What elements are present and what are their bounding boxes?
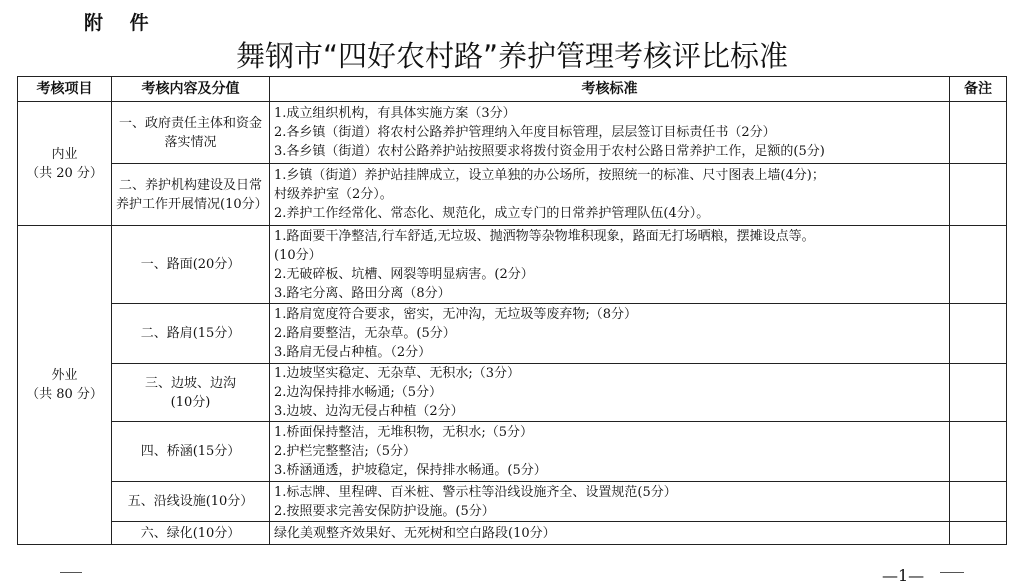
assessment-table <box>17 76 1007 545</box>
page-title: 舞钢市“四好农村路”养护管理考核评比标准 <box>235 39 789 73</box>
footer-rule-right <box>940 572 964 573</box>
category-waiye: 外业 （共 80 分） <box>18 226 112 545</box>
standard-cell: 1.乡镇（街道）养护站挂牌成立，设立单独的办公场所，按照统一的标准、尺寸图表上墙(4分)； 村级养护室（2分）。 2.养护工作经常化、常态化、规范化，成立专门的日常养护管理队伍(4分）。 <box>270 164 950 226</box>
remarks-cell <box>950 522 1007 545</box>
table-row <box>18 482 1007 522</box>
footer-rule-left <box>60 572 82 573</box>
remarks-cell <box>950 422 1007 482</box>
table-row <box>18 422 1007 482</box>
header-remarks: 备注 <box>950 77 1007 102</box>
content-cell: 二、路肩(15分） <box>112 304 270 364</box>
header-category: 考核项目 <box>18 77 112 102</box>
remarks-cell <box>950 482 1007 522</box>
content-cell: 二、养护机构建设及日常养护工作开展情况(10分） <box>112 164 270 226</box>
content-cell: 四、桥涵(15分） <box>112 422 270 482</box>
standard-cell: 1.成立组织机构，有具体实施方案（3分） 2.各乡镇（街道）将农村公路养护管理纳入年度目标管理，层层签订目标责任书（2分） 3.各乡镇（街道）农村公路养护站按照要求将拨付资金用于农村公路日常养护工作，足额的(5分) <box>270 102 950 164</box>
remarks-cell <box>950 226 1007 304</box>
standard-cell: 绿化美观整齐效果好、无死树和空白路段(10分） <box>270 522 950 545</box>
standard-cell: 1.路肩宽度符合要求，密实，无冲沟，无垃圾等废弃物;（8分） 2.路肩要整洁，无杂草。(5分） 3.路肩无侵占种植。（2分） <box>270 304 950 364</box>
standard-cell: 1.桥面保持整洁，无堆积物，无积水;（5分） 2.护栏完整整洁;（5分） 3.桥涵通透，护坡稳定，保持排水畅通。(5分） <box>270 422 950 482</box>
remarks-cell <box>950 102 1007 164</box>
content-cell: 六、绿化(10分） <box>112 522 270 545</box>
page-number: —1— <box>882 566 925 585</box>
table-header-row <box>18 77 1007 102</box>
content-cell: 五、沿线设施(10分） <box>112 482 270 522</box>
category-neiye: 内业 （共 20 分） <box>18 102 112 226</box>
header-standard: 考核标准 <box>270 77 950 102</box>
attachment-label: 附 件 <box>84 12 159 34</box>
remarks-cell <box>950 304 1007 364</box>
content-cell: 一、路面(20分） <box>112 226 270 304</box>
table-row <box>18 164 1007 226</box>
content-cell: 三、边坡、边沟 (10分) <box>112 364 270 422</box>
table-row <box>18 304 1007 364</box>
content-cell: 一、政府责任主体和资金落实情况 <box>112 102 270 164</box>
header-content: 考核内容及分值 <box>112 77 270 102</box>
standard-cell: 1.路面要干净整洁,行车舒适,无垃圾、抛洒物等杂物堆积现象，路面无打场晒粮，摆摊设点等。 (10分） 2.无破碎板、坑槽、网裂等明显病害。(2分） 3.路宅分离、路田分离（8分） <box>270 226 950 304</box>
remarks-cell <box>950 364 1007 422</box>
remarks-cell <box>950 164 1007 226</box>
table-row <box>18 522 1007 545</box>
standard-cell: 1.边坡坚实稳定、无杂草、无积水;（3分） 2.边沟保持排水畅通;（5分） 3.边坡、边沟无侵占种植（2分） <box>270 364 950 422</box>
table-row <box>18 102 1007 164</box>
table-row <box>18 226 1007 304</box>
standard-cell: 1.标志牌、里程碑、百米桩、警示柱等沿线设施齐全、设置规范(5分） 2.按照要求完善安保防护设施。(5分） <box>270 482 950 522</box>
table-row <box>18 364 1007 422</box>
